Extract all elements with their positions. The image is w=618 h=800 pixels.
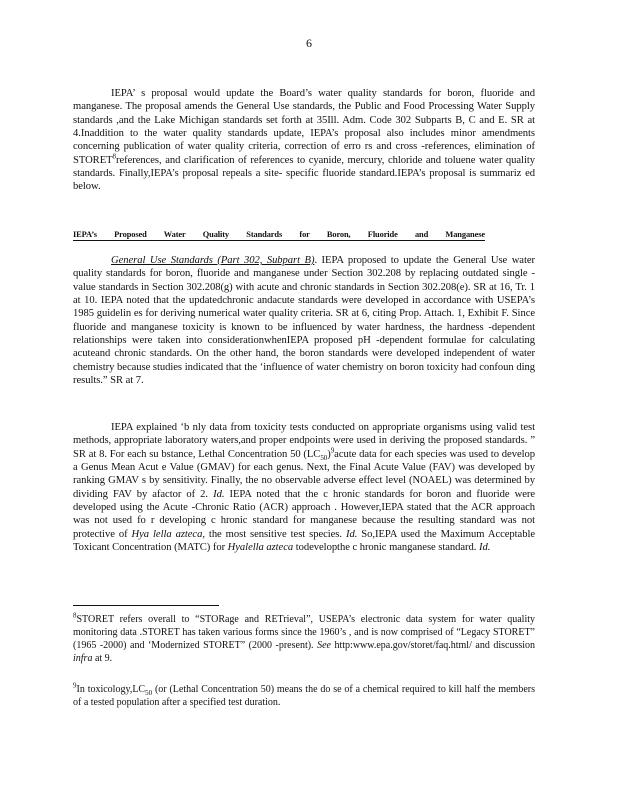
explained-text-b: acute data for each species was used to develop a Genus Mean Acut e Value (GMAV) for each genus. Next, the Final Acute Value (FAV) was developed by ranking GMAV s by sensitivity. Finally, the no observable adverse effect level (NOAEL) was determined by dividing FAV by afactor of 2.	[73, 448, 535, 500]
species-name: Hyalella azteca	[227, 542, 294, 554]
intro-paragraph	[73, 87, 535, 194]
general-use-subheading: General Use Standards (Part 302, Subpart B)	[111, 255, 315, 266]
footnote-divider	[73, 605, 219, 606]
footnote-ref-9: 9	[330, 446, 335, 455]
footnote-8-text-a: STORET refers overall to “STORage and RETrieval”, USEPA’s electronic data system for water quality monitoring data .STORET has taken various forms since the 1960’s , and is now comprised of “Legacy STORET” (1965 -2000) and ‘Modernized STORET” (2000 -present).	[73, 614, 535, 651]
general-use-text: . IEPA proposed to update the General Use water quality standards for boron, fluoride and manganese under Section 302.208 by replacing outdated single -value standards in Section 302.208(g) with acute and chronic standards in Section 302.208(e). SR at 16, Tr. 1 at 10. IEPA noted that the updatedchronic andacute standards were developed in accordance with USEPA’s 1985 guidelin es for deriving numerical water quality criteria. SR at 6, citing Prop. Attach. 1, Exhibit F. Since fluoride and manganese toxicity is known to be influenced by water hardness, the hardness -dependent relationships were taken into considerationwhenIEPA proposed pH -dependent formulae for calculating acuteand chronic standards. On the other hand, the boron standards were developed independent of water chemistry because studies indicated that the ‘influence of water chemistry on boron toxicity had confoun ding results.” SR at 7.	[73, 255, 535, 387]
footnote-9	[73, 683, 535, 709]
citation-id: Id.	[345, 528, 358, 540]
explained-text-d: the most sensitive test species.	[208, 528, 342, 540]
footnote-8-text-c: at 9.	[94, 653, 113, 664]
explained-text-e: So,IEPA used the Maximum Acceptable Toxicant Concentration (MATC) for	[73, 528, 535, 554]
explained-text-f: todevelopthe c hronic manganese standard.	[295, 542, 477, 554]
footnote-infra: infra	[73, 653, 93, 664]
citation-id: Id.	[213, 488, 225, 500]
explained-text-a: IEPA explained ‘b nly data from toxicity tests conducted on appropriate organisms using valid test methods, appropriate laboratory waters,and proper endpoints were used in deriving the proposed standards. ” SR at 8. For each su bstance, Lethal Concentration 50 (LC	[73, 422, 535, 460]
footnote-number: 9	[73, 681, 77, 690]
footnote-see: See	[317, 640, 331, 651]
footnote-8	[73, 613, 535, 665]
species-name: Hya lella azteca,	[131, 528, 205, 540]
explained-text-c: IEPA noted that the c hronic standards for boron and fluoride were developed using the Acute -Chronic Ratio (ACR) approach . However,IEPA stated that the ACR approach was not used fo r developing c hronic standard for manganese because the resulting standard was not protective of	[73, 488, 535, 540]
lc-subscript: 50	[320, 453, 328, 462]
explained-paragraph: IEPA explained ‘b nly data from toxicity tests conducted on appropriate organisms using valid test methods, appropriate laboratory waters,and proper endpoints were used in deriving the proposed standards. ” SR at 8. For each su bstance, Lethal Concentration 50 $(LC_{50})^9acute$ data for each species was used to develop a Genus Mean Acut e Value (GMAV) for each genus. Next, the Final Acute Value (FAV) was developed by ranking GMAV s by sensitivity. Finally, the no observable adverse effect level (NOAEL) was determined by dividing FAV by afactor of 2. Id. IEPA noted that the c hronic standards for boron and fluoride were developed using the Acute -Chronic Ratio (ACR) approach . However,IEPA stated that the ACR approach was not used fo r developing c hronic standard for manganese because the resulting standard was not protective of Hya lella azteca, the most sensitive test species. Id. So,IEPA used the Maximum Acceptable Toxicant Concentration (MATC) for Hyalella azteca todevelopthe c hronic manganese standard. Id.	[73, 422, 535, 554]
page-number: 6	[306, 36, 312, 50]
footnote-9-text-a: In toxicology,LC	[76, 684, 146, 695]
footnote-number: 8	[73, 611, 77, 620]
intro-text-b: references, and clarification of references to cyanide, mercury, chloride and toluene water quality standards. Finally,IEPA’s proposal repeals a site- specific fluoride standard.IEPA’s proposal is summariz ed below.	[73, 154, 535, 193]
section-heading: IEPA’s Proposed Water Quality Standards for Boron, Fluoride and Manganese	[73, 230, 485, 239]
footnote-ref-8: 8	[112, 152, 116, 161]
citation-id: Id.	[478, 542, 491, 554]
footnote-8-text-b: http:www.epa.gov/storet/faq.html/ and discussion	[334, 640, 536, 651]
general-use-paragraph	[73, 254, 535, 387]
footnote-9-text-b: (or (Lethal Concentration 50) means the do se of a chemical required to kill half the members of a tested population after a specified test duration.	[73, 684, 536, 708]
lc-subscript: 50	[145, 689, 153, 697]
intro-text-a: IEPA’ s proposal would update the Board’s water quality standards for boron, fluoride and manganese. The proposal amends the General Use standards, the Public and Food Processing Water Supply standards ,and the Lake Michigan standards set forth at 35Ill. Adm. Code 302 Subparts B, C and E. SR at 4.Inaddition to the water quality standards update, IEPA’s proposal also includes minor amendments concerning publication of water quality criteria, correction of erro rs and cross -references, elimination of STORET	[73, 88, 535, 166]
